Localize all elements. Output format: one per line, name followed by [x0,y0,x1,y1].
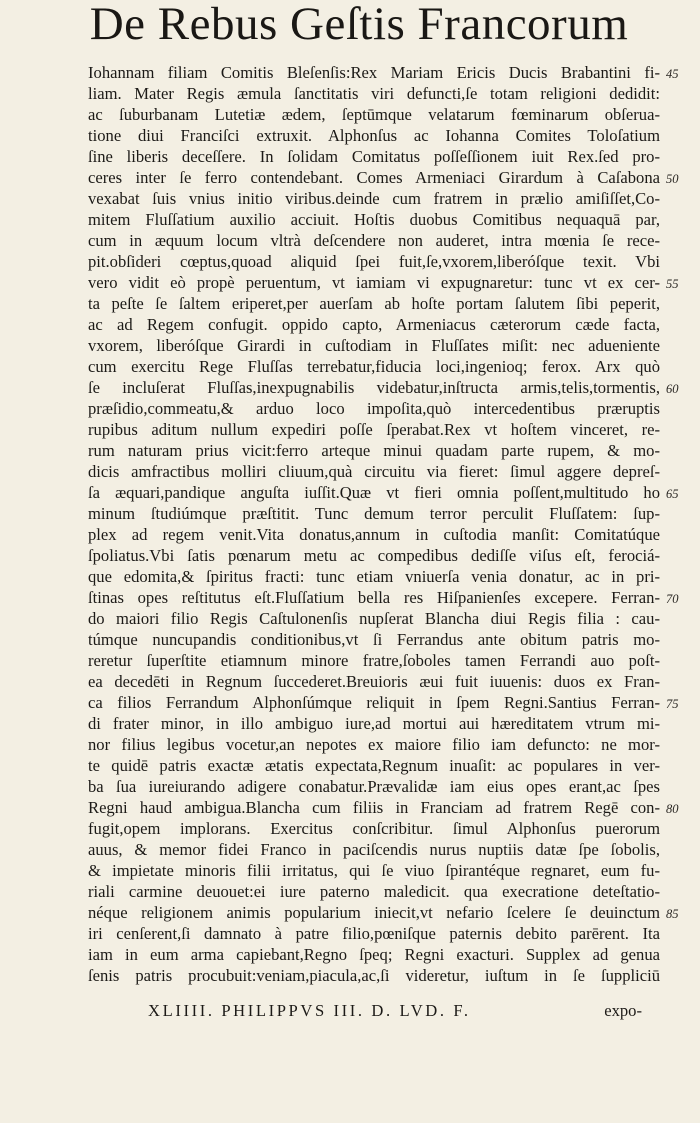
text-line [88,251,660,272]
margin-line-number: 50 [666,172,679,186]
text-line [88,734,660,755]
text-line [88,461,660,482]
text-line [88,545,660,566]
line-text: cum exercitu Rege Fluſſas terrebatur,fiducia loci,ingenioq; ferox. Arx quò [88,357,660,376]
line-text: auus, & memor fidei Franco in paciſcendis nurus nuptiis datæ ſpe ſobolis, [88,840,660,859]
text-line [88,860,660,881]
line-text: ſa æquari,pandique anguſta iuſſit.Quæ vt fieri omnia poſſent,multitudo ho [88,483,660,502]
line-text: nor filius legibus vocetur,an nepotes ex maiore filio iam defuncto: ne mor- [88,735,660,754]
text-line [88,776,660,797]
line-text: iri cenſerent,ſi damnato à patre filio,pœniſque paternis debito parērent. Ita [88,924,660,943]
text-line [88,335,660,356]
text-line [88,818,660,839]
line-text: ea decedēti in Regnum ſuccederet.Breuioris æui fuit iuuenis: duos ex Fran- [88,672,660,691]
line-text: vero vidit eò propè peruentum, vt iamiam vi expugnaretur: tunc vt ex cer- [88,273,660,292]
text-line [88,62,679,83]
line-text: ſe incluſerat Fluſſas,inexpugnabilis videbatur,inſtructa armis,telis,tormentis, [88,378,660,397]
text-line [88,713,660,734]
text-line [88,272,679,293]
text-line [88,293,660,314]
line-text: do maiori filio Regis Caſtulonenſis nupſerat Blancha diui Regis filia : cau- [88,609,660,628]
line-text: vxorem, liberóſque Girardi in cuſtodiam in Fluſſates miſit: nec adueniente [88,336,660,355]
margin-line-number: 80 [666,802,679,816]
catchword: expo- [604,1001,642,1020]
page-footer [132,1000,672,1022]
running-title: De Rebus Geſtis Francorum [89,0,629,50]
text-line [88,692,679,713]
margin-line-number: 60 [666,382,679,396]
text-line [88,398,660,419]
text-line [88,188,660,209]
text-line [88,419,660,440]
line-text: ceres inter ſe ferro contendebant. Comes Armeniaci Girardum à Caſabona [88,168,660,187]
text-line [88,587,679,608]
line-text: riali carmine deuouet:ei iure paterno maledicit. qua execratione deteſtatio- [88,882,660,901]
text-line [88,524,660,545]
margin-line-number: 55 [666,277,679,291]
line-text: iam in eum arma capiebant,Regno ſpeq; Regni exacturi. Supplex ad genua [88,945,660,964]
line-text: minum ſtudiúmque præſtitit. Tunc demum terror perculit Fluſſatem: ſup- [88,504,660,523]
text-line [88,104,660,125]
line-text: ac ad Regem confugit. oppido capto, Armeniacus cæterorum cæde facta, [88,315,660,334]
line-text: dicis amfractibus molliri cliuum,quà circuitu via fieret: ſimul aggere depreſ- [88,462,660,481]
line-text: plex ad regem venit.Vita donatus,annum in cuſtodia manſit: Comitatúque [88,525,660,544]
text-line [88,125,660,146]
line-text: rupibus aditum nullum expediri poſſe ſperabat.Rex vt hoſtem vinceret, re- [88,420,660,439]
text-line [88,167,679,188]
text-line [88,881,660,902]
text-line [88,797,679,818]
text-line [88,503,660,524]
line-text: reretur ſuperſtite etiamnum minore fratre,ſoboles tamen Ferrandi auo poſt- [88,651,660,670]
line-text: cum in æquum locum vltrà deſcendere non auderet, intra mœnia ſe rece- [88,231,660,250]
text-line [88,965,660,986]
line-text: Iohannam filiam Comitis Bleſenſis:Rex Mariam Ericis Ducis Brabantini fi- [88,63,660,82]
line-text: ſine liberis deceſſere. In ſolidam Comitatus poſſeſſionem iuit Rex.ſed pro- [88,147,660,166]
line-text: vexabat ſuis vnius initio viribus.deinde cum fratrem in prælio amiſiſſet,Co- [88,189,660,208]
line-text: túmque nuncupandis conditionibus,vt ſi Ferrandus ante obitum patris mo- [88,630,660,649]
line-text: te quidē patris exactæ ætatis expectata,Regnum inuaſit: ac populares in ver- [88,756,660,775]
text-line [88,839,660,860]
margin-line-number: 85 [666,907,679,921]
text-line [88,650,660,671]
text-line [88,209,660,230]
text-line [88,566,660,587]
line-text: rum naturam prius vicit:ferro arteque minui quadam parte rupem, & mo- [88,441,660,460]
line-text: tione diui Franciſci extruxit. Alphonſus ac Iohanna Comites Toloſatium [88,126,660,145]
text-line [88,230,660,251]
body-text [88,62,679,986]
text-line [88,608,660,629]
text-line [88,671,660,692]
line-text: que edomita,& ſpiritus fracti: tunc etiam vniuerſa venia donatur, ac in pri- [88,567,660,586]
text-line [88,482,679,503]
text-line [88,314,660,335]
line-text: & impietate minoris filii irritatus, qui ſe viuo ſpirantéque regnaret, eum fu- [88,861,660,880]
text-line [88,377,679,398]
signature-mark: XLIIII. PHILIPPVS III. D. LVD. F. [148,1001,471,1020]
text-line [88,83,660,104]
line-text: ſenis patris procubuit:veniam,piacula,ac,ſi videretur, iuſtum in ſe ſuppliciū [88,966,660,985]
line-text: pit.obſideri cœptus,quoad aliquid ſpei fuit,ſe,vxorem,liberóſque texit. Vbi [88,252,660,271]
line-text: di frater minor, in illo ambiguo iure,ad mortui aui hæreditatem vtrum mi- [88,714,660,733]
margin-line-number: 45 [666,67,679,81]
text-line [88,440,660,461]
margin-line-number: 70 [666,592,679,606]
line-text: ſtinas opes reſtitutus eſt.Fluſſatium bella res Hiſpanienſes excepere. Ferran- [88,588,660,607]
text-line [88,755,660,776]
line-text: mitem Fluſſatium auxilio acciuit. Hoſtis duobus Comitibus nequaquā par, [88,210,660,229]
line-text: ſpoliatus.Vbi ſatis pœnarum metu ac compedibus dediſſe viſus eſt, ferociá- [88,546,660,565]
line-text: Regni haud ambigua.Blancha cum filiis in Franciam ad fratrem Regē con- [88,798,660,817]
text-line [88,902,679,923]
text-line [88,923,660,944]
line-text: ta peſte ſe ſaltem eriperet,per auerſam ab hoſte portam ſalutem ſibi peperit, [88,294,660,313]
line-text: ba ſua iureiurando adigere conabatur.Prævalidæ iam eius opes erant,ac ſpes [88,777,660,796]
line-text: fugit,opem implorans. Exercitus conſcribitur. ſimul Alphonſus puerorum [88,819,660,838]
line-text: ca filios Ferrandum Alphonſúmque reliquit in ſpem Regni.Santius Ferran- [88,693,660,712]
text-line [88,629,660,650]
line-text: ac ſuburbanam Lutetiæ ædem, ſeptūmque velatarum fœminarum obſerua- [88,105,660,124]
margin-line-number: 65 [666,487,679,501]
text-line [88,944,660,965]
text-line [88,356,660,377]
margin-line-number: 75 [666,697,679,711]
line-text: præſidio,commeatu,& arduo loco impoſita,quò intercedentibus præruptis [88,399,660,418]
text-line [88,146,660,167]
line-text: néque religionem animis popularium iniecit,vt nefario ſcelere ſe deuinctum [88,903,660,922]
line-text: liam. Mater Regis æmula ſanctitatis viri defuncti,ſe totam religioni dedidit: [88,84,660,103]
